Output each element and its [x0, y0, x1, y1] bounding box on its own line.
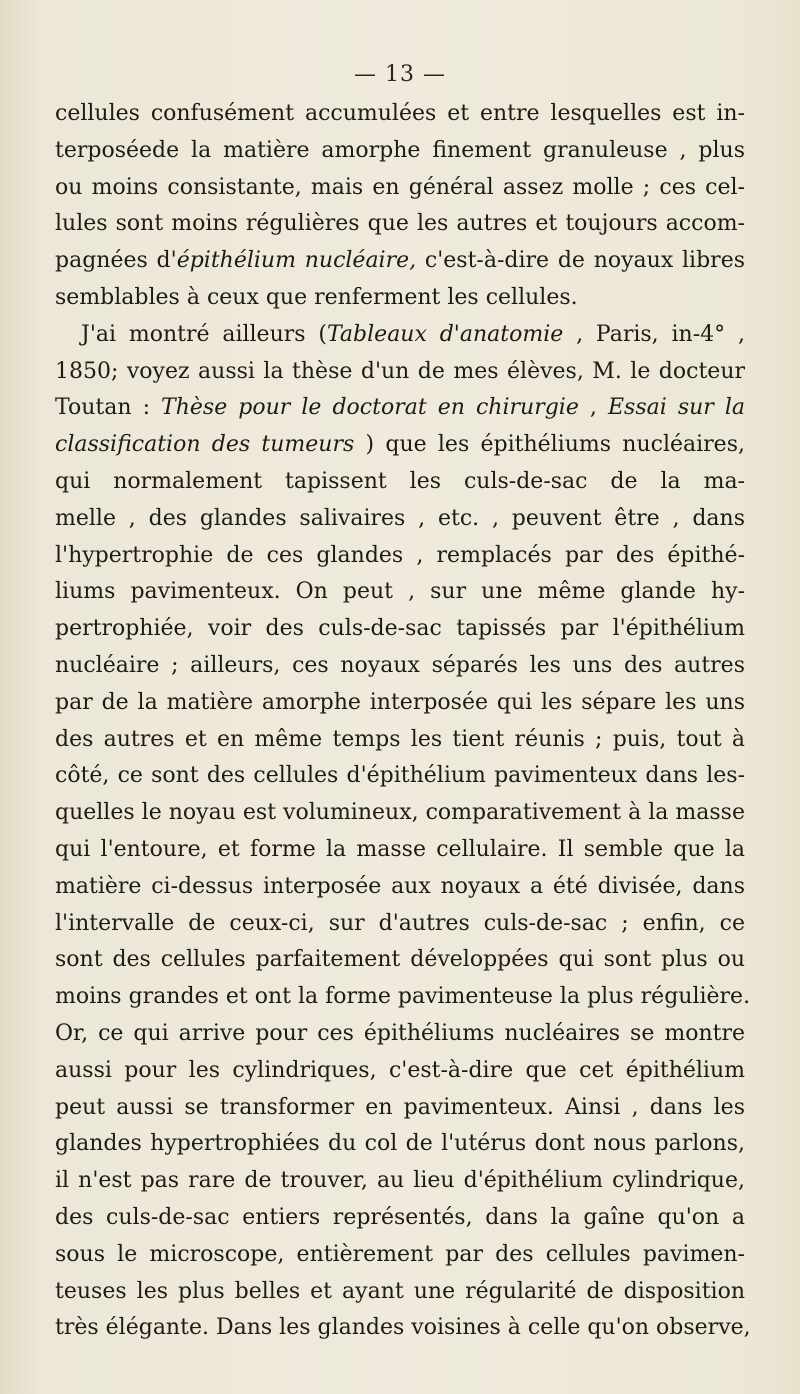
text-span: peut aussi se transformer en pavimenteux. Ainsi , dans les — [55, 1094, 745, 1120]
text-span: Or, ce qui arrive pour ces épithéliums nucléaires se montre — [55, 1020, 745, 1046]
text-span: pagnées d' — [55, 248, 177, 274]
text-span: semblables à ceux que renferment les cellules. — [55, 284, 578, 310]
text-span: glandes hypertrophiées du col de l'utérus dont nous parlons, — [55, 1131, 745, 1157]
text-line — [55, 317, 745, 354]
text-line — [55, 1126, 745, 1163]
text-span: par de la matière amorphe interposée qui les sépare les uns — [55, 689, 745, 715]
text-line — [55, 722, 745, 759]
text-span: cellules confusément accumulées et entre lesquelles est in- — [55, 101, 745, 126]
text-line — [55, 795, 745, 832]
text-line — [55, 170, 745, 207]
text-line — [55, 832, 745, 869]
text-line — [55, 1237, 745, 1274]
text-span: matière ci-dessus interposée aux noyaux a été divisée, dans — [55, 873, 745, 899]
text-span: des culs-de-sac entiers représentés, dans la gaîne qu'on a — [55, 1204, 745, 1230]
text-span: lules sont moins régulières que les autres et toujours accom- — [55, 211, 745, 237]
text-span: , — [578, 395, 608, 421]
text-line — [55, 1200, 745, 1237]
text-line — [55, 906, 745, 943]
text-line — [55, 501, 745, 538]
text-line — [55, 243, 745, 280]
text-span: J'ai montré ailleurs ( — [81, 321, 327, 347]
body-text — [55, 96, 751, 1347]
text-span: 1850; voyez aussi la thèse d'un de mes élèves, M. le docteur — [55, 358, 745, 384]
text-line — [55, 758, 745, 795]
text-line — [55, 354, 745, 391]
text-line — [55, 1274, 745, 1311]
text-line — [55, 427, 745, 464]
text-span: ou moins consistante, mais en général assez molle ; ces cel- — [55, 174, 745, 200]
text-line — [55, 1310, 751, 1347]
text-span: teuses les plus belles et ayant une régularité de disposition — [55, 1278, 745, 1304]
text-line — [55, 1016, 745, 1053]
text-line — [55, 869, 745, 906]
italic-text: classification des tumeurs — [55, 432, 355, 458]
text-line — [55, 1163, 745, 1200]
italic-text: Tableaux d'anatomie — [326, 321, 564, 347]
text-line — [55, 648, 745, 685]
text-span: sont des cellules parfaitement développées qui sont plus ou — [55, 947, 745, 973]
text-span: melle , des glandes salivaires , etc. , peuvent être , dans — [55, 505, 745, 531]
text-line — [55, 942, 745, 979]
text-span: terposéede la matière amorphe finement granuleuse , plus — [55, 137, 745, 163]
text-line — [55, 611, 745, 648]
text-span: moins grandes et ont la forme pavimenteuse la plus régulière. — [55, 984, 751, 1010]
text-span: des autres et en même temps les tient réunis ; puis, tout à — [55, 726, 745, 752]
text-span: qui normalement tapissent les culs-de-sac de la ma- — [55, 468, 745, 494]
text-span: qui l'entoure, et forme la masse cellulaire. Il semble que la — [55, 836, 745, 862]
text-span: pertrophiée, voir des culs-de-sac tapissés par l'épithélium — [55, 616, 745, 642]
text-span: , Paris, in-4° , — [563, 321, 745, 347]
text-span: sous le microscope, entièrement par des cellules pavimen- — [55, 1241, 745, 1267]
text-span: liums pavimenteux. On peut , sur une même glande hy- — [55, 579, 745, 605]
text-span: c'est-à-dire de noyaux libres — [416, 248, 746, 274]
text-line — [55, 574, 745, 611]
text-line — [55, 390, 745, 427]
text-line — [55, 1090, 745, 1127]
italic-text: épithélium nucléaire, — [176, 248, 417, 274]
text-span: très élégante. Dans les glandes voisines à celle qu'on observe, — [55, 1315, 751, 1341]
text-line — [55, 206, 745, 243]
text-line — [55, 96, 745, 133]
text-span: Toutan : — [55, 395, 162, 421]
italic-text: Thèse pour le doctorat en chirurgie — [161, 395, 579, 421]
text-line — [55, 538, 745, 575]
text-span: l'hypertrophie de ces glandes , remplacés par des épithé- — [55, 542, 745, 568]
italic-text: Essai sur la — [607, 395, 746, 421]
text-span: quelles le noyau est volumineux, comparativement à la masse — [55, 800, 745, 826]
text-line — [55, 464, 745, 501]
text-span: nucléaire ; ailleurs, ces noyaux séparés les uns des autres — [55, 652, 745, 678]
text-line — [55, 280, 745, 317]
text-span: il n'est pas rare de trouver, au lieu d'épithélium cylindrique, — [55, 1168, 745, 1194]
text-line — [55, 1053, 745, 1090]
text-span: l'intervalle de ceux-ci, sur d'autres culs-de-sac ; enfin, ce — [55, 910, 745, 936]
text-line — [55, 133, 745, 170]
text-span: aussi pour les cylindriques, c'est-à-dire que cet épithélium — [55, 1057, 745, 1083]
text-span: côté, ce sont des cellules d'épithélium pavimenteux dans les- — [55, 763, 745, 789]
text-span: ) que les épithéliums nucléaires, — [354, 432, 745, 458]
page-number: — 13 — — [354, 62, 446, 87]
text-line — [55, 979, 751, 1016]
text-line — [55, 685, 745, 722]
